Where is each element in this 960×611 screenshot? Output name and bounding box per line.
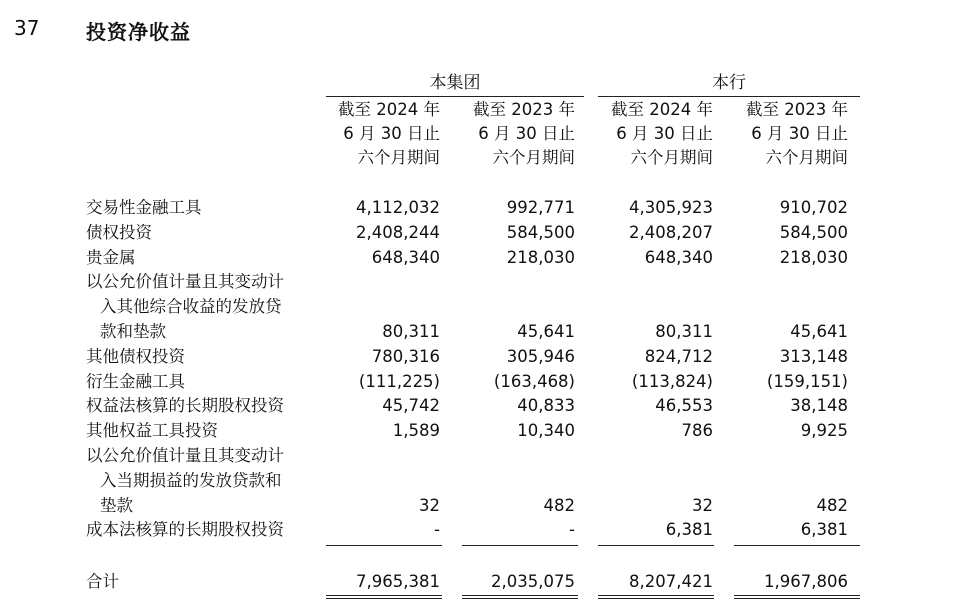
table-row (0, 469, 960, 494)
total-rule (598, 595, 714, 596)
table-row (0, 270, 960, 295)
table-row (0, 394, 960, 419)
cell-value: 45,641 (790, 321, 848, 341)
section-title: 投资净收益 (86, 20, 191, 44)
row-label: 权益法核算的长期股权投资 (86, 396, 284, 416)
column-header-3: 截至 2024 年 6 月 30 日止 六个月期间 (611, 100, 713, 167)
row-label: 款和垫款 (100, 321, 166, 341)
cell-value: 218,030 (506, 247, 575, 267)
row-label: 债权投资 (86, 222, 152, 242)
cell-value: 4,305,923 (629, 198, 713, 217)
cell-value: 482 (543, 495, 575, 515)
cell-value: 46,553 (655, 396, 713, 416)
table-row (0, 370, 960, 395)
table-row (0, 196, 960, 221)
cell-value: 584,500 (779, 222, 848, 242)
row-label: 其他债权投资 (86, 346, 185, 366)
cell-value: - (434, 520, 440, 540)
total-rule (734, 595, 860, 596)
row-label: 贵金属 (86, 247, 136, 267)
cell-value: 32 (419, 495, 440, 515)
cell-value: 218,030 (779, 247, 848, 267)
total-label: 合计 (86, 572, 119, 591)
total-value: 2,035,075 (491, 572, 575, 591)
table-row (0, 295, 960, 320)
cell-value: 910,702 (779, 198, 848, 217)
row-label: 成本法核算的长期股权投资 (86, 520, 284, 540)
row-label: 以公允价值计量且其变动计 (86, 272, 284, 292)
cell-value: - (569, 520, 575, 540)
table-row (0, 345, 960, 370)
total-value: 7,965,381 (356, 572, 440, 591)
cell-value: (113,824) (631, 371, 713, 391)
column-header-2: 截至 2023 年 6 月 30 日止 六个月期间 (473, 100, 575, 167)
table-row (0, 246, 960, 271)
cell-value: 824,712 (644, 346, 713, 366)
table-row (0, 221, 960, 246)
cell-value: (111,225) (358, 371, 440, 391)
cell-value: 648,340 (371, 247, 440, 267)
cell-value: 305,946 (506, 346, 575, 366)
cell-value: 2,408,207 (629, 222, 713, 242)
table-row (0, 320, 960, 345)
row-label: 入其他综合收益的发放贷 (100, 297, 282, 317)
cell-value: 1,589 (392, 421, 440, 441)
cell-value: 780,316 (371, 346, 440, 366)
cell-value: 38,148 (790, 396, 848, 416)
cell-value: 786 (681, 421, 713, 441)
row-label: 入当期损益的发放贷款和 (100, 470, 282, 490)
section-number: 37 (14, 16, 40, 40)
cell-value: 648,340 (644, 247, 713, 267)
column-header-4: 截至 2023 年 6 月 30 日止 六个月期间 (746, 100, 848, 167)
row-label: 其他权益工具投资 (86, 421, 218, 441)
total-value: 1,967,806 (764, 572, 848, 591)
cell-value: 45,742 (382, 396, 440, 416)
cell-value: 10,340 (517, 421, 575, 441)
cell-value: 6,381 (800, 520, 848, 540)
row-label: 垫款 (100, 495, 133, 515)
total-rule (462, 595, 578, 596)
total-rule (326, 595, 442, 596)
table-body (0, 196, 960, 543)
total-row (0, 570, 960, 594)
subtotal-rule (734, 545, 860, 546)
row-label: 衍生金融工具 (86, 371, 185, 391)
group-header-consolidated: 本集团 (326, 72, 584, 97)
table-row (0, 494, 960, 519)
cell-value: 313,148 (779, 346, 848, 366)
cell-value: 9,925 (800, 421, 848, 441)
table-row (0, 444, 960, 469)
cell-value: 40,833 (517, 396, 575, 416)
cell-value: 2,408,244 (356, 222, 440, 242)
group-header-bank: 本行 (598, 72, 860, 97)
subtotal-rule (462, 545, 578, 546)
table-row (0, 419, 960, 444)
section-heading (0, 14, 960, 44)
subtotal-rule (598, 545, 714, 546)
table-row (0, 518, 960, 543)
cell-value: 80,311 (655, 321, 713, 341)
cell-value: 32 (692, 495, 713, 515)
total-value: 8,207,421 (629, 572, 713, 591)
cell-value: 4,112,032 (356, 198, 440, 217)
cell-value: (159,151) (766, 371, 848, 391)
cell-value: 6,381 (665, 520, 713, 540)
total-rule (598, 598, 714, 599)
cell-value: 482 (816, 495, 848, 515)
row-label: 以公允价值计量且其变动计 (86, 445, 284, 465)
cell-value: 45,641 (517, 321, 575, 341)
cell-value: 584,500 (506, 222, 575, 242)
total-rule (462, 598, 578, 599)
subtotal-rule (326, 545, 442, 546)
column-header-1: 截至 2024 年 6 月 30 日止 六个月期间 (338, 100, 440, 167)
row-label: 交易性金融工具 (86, 198, 202, 217)
cell-value: (163,468) (493, 371, 575, 391)
total-rule (734, 598, 860, 599)
cell-value: 992,771 (506, 198, 575, 217)
total-rule (326, 598, 442, 599)
cell-value: 80,311 (382, 321, 440, 341)
